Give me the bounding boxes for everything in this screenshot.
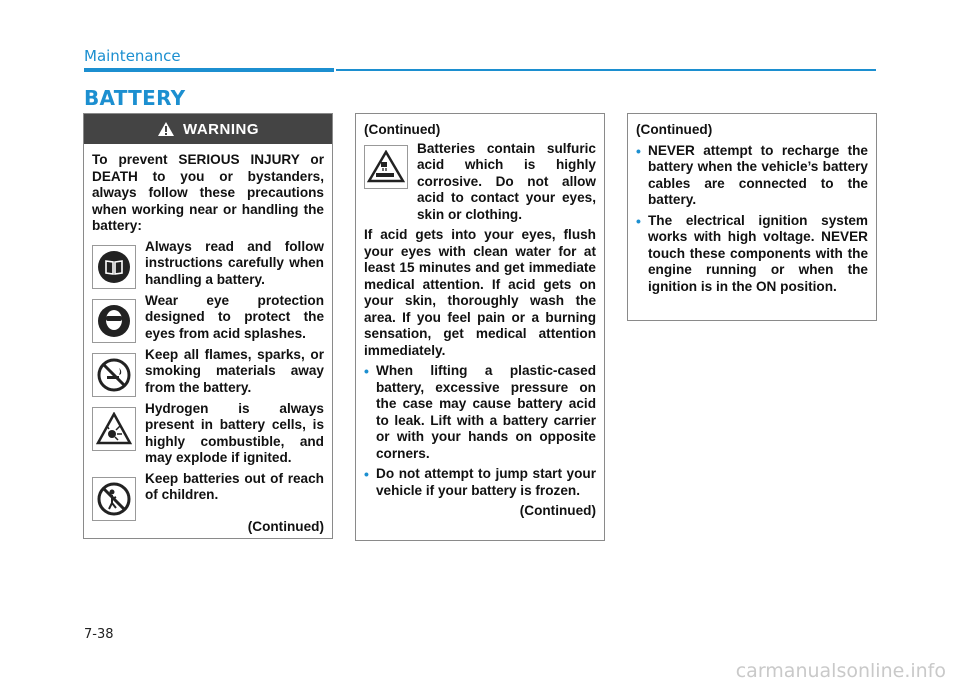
- section-header: Maintenance: [84, 47, 181, 65]
- bullet-icon: •: [636, 212, 641, 229]
- warning-label: WARNING: [183, 120, 259, 138]
- eye-protection-icon: [97, 304, 131, 338]
- list-item: [92, 401, 324, 467]
- continued-label: (Continued): [364, 122, 441, 137]
- no-flames-icon: [97, 358, 131, 392]
- icon-frame: [92, 245, 136, 289]
- page-number: 7-38: [84, 627, 114, 642]
- list-item: [636, 213, 868, 296]
- warning-box-3: [627, 113, 877, 321]
- manual-book-icon: [97, 250, 131, 284]
- header-rule-thin: [336, 69, 876, 71]
- list-item: [364, 141, 596, 224]
- warning-triangle-icon: [157, 121, 175, 137]
- warning-header: [84, 114, 332, 144]
- acid-instructions: If acid gets into your eyes, flush your eyes with clean water for at least 15 minutes and get immediate medical attention. If acid gets on your skin, thoroughly wash the area. If you feel pain or a burning sensation, get medical attention immediately.: [364, 227, 596, 358]
- bullet-icon: •: [364, 466, 369, 482]
- item-text: Hydrogen is always present in battery cells, is highly combustible, and may explode if ignited.: [145, 400, 324, 465]
- page-title: BATTERY: [84, 86, 186, 110]
- list-item: [92, 239, 324, 289]
- watermark: carmanualsonline.info: [735, 660, 946, 682]
- icon-frame: [92, 353, 136, 397]
- item-text: Keep all flames, sparks, or smoking materials away from the battery.: [145, 346, 324, 395]
- continued-label: (Continued): [247, 518, 324, 534]
- list-item: [92, 347, 324, 397]
- warning-box-2: [355, 113, 605, 541]
- list-item: [636, 143, 868, 209]
- item-text: Always read and follow instructions carefully when handling a battery.: [145, 238, 324, 287]
- corrosive-acid-icon: [367, 150, 405, 184]
- warning-intro: To prevent SERIOUS INJURY or DEATH to you or bystanders, always follow these precautions when working near or handling the battery:: [92, 152, 324, 233]
- icon-frame: [92, 299, 136, 343]
- icon-frame: [364, 145, 408, 189]
- item-text: Keep batteries out of reach of children.: [145, 470, 324, 502]
- list-item: [92, 471, 324, 521]
- continued-label: (Continued): [636, 122, 713, 137]
- item-text: Wear eye protection designed to protect the eyes from acid splashes.: [145, 292, 324, 341]
- header-rule-thick: [84, 68, 334, 72]
- explosive-gas-icon: [96, 412, 132, 446]
- list-item: [364, 466, 596, 499]
- item-text: NEVER attempt to recharge the battery when the vehicle’s battery cables are connected to the battery.: [648, 142, 868, 207]
- item-text: Do not attempt to jump start your vehicle if your battery is frozen.: [376, 466, 596, 498]
- warning-box-1: [83, 113, 333, 539]
- icon-frame: [92, 477, 136, 521]
- keep-children-away-icon: [97, 482, 131, 516]
- bullet-icon: •: [364, 363, 369, 379]
- bullet-icon: •: [636, 142, 641, 159]
- item-text: The electrical ignition system works with high voltage. NEVER touch these components with the engine running or when the ignition is in the ON position.: [648, 212, 868, 294]
- list-item: [364, 363, 596, 462]
- list-item: [92, 293, 324, 343]
- item-text: When lifting a plastic-cased battery, excessive pressure on the case may cause battery acid to leak. Lift with a battery carrier or with your hands on opposite corners.: [376, 363, 596, 461]
- icon-frame: [92, 407, 136, 451]
- continued-label: (Continued): [519, 503, 596, 518]
- item-text: Batteries contain sulfuric acid which is highly corrosive. Do not allow acid to contact your eyes, skin or clothing.: [417, 140, 596, 222]
